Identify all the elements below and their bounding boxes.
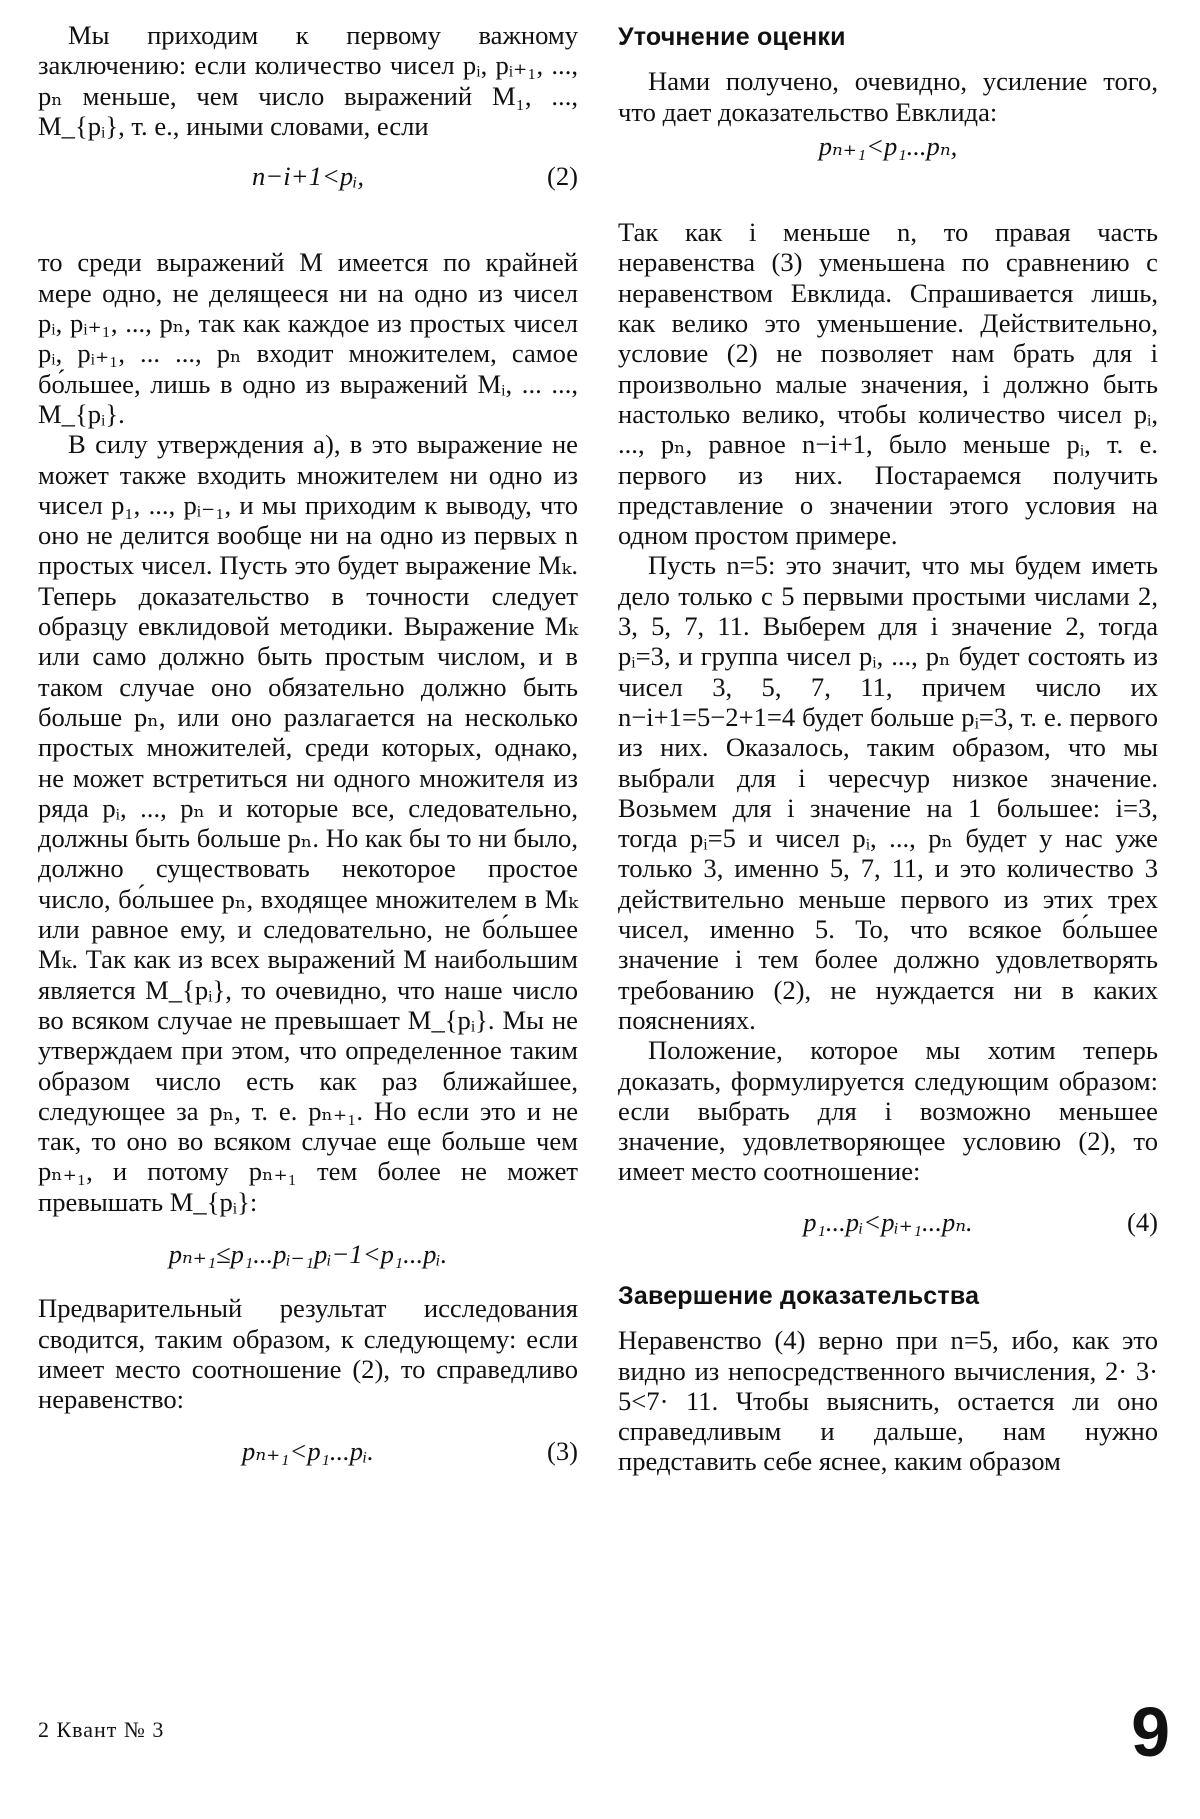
left-column <box>38 20 578 1481</box>
right-column <box>618 22 1158 1477</box>
formula-2-number: (2) <box>546 161 578 192</box>
formula-euclid-body: pₙ₊₁<p₁...pₙ, <box>818 130 958 161</box>
formula-4-body: p₁...pᵢ<pᵢ₊₁...pₙ. <box>803 1206 973 1237</box>
formula-4 <box>618 1207 1158 1237</box>
paragraph-2: то среди выражений M имеется по крайней мере одно, не делящееся ни на одно из чисел pᵢ, pᵢ₊₁, ..., pₙ, так как каждое из простых чисел pᵢ, pᵢ₊₁, ... ..., pₙ входит множителем, самое бо́льшее, лишь в одно из выражений Mᵢ, ... ..., M_{pᵢ}. <box>38 247 578 429</box>
section-heading-refinement: Уточнение оценки <box>618 23 846 51</box>
formula-3-number: (3) <box>546 1436 578 1467</box>
paragraph-7: Пусть n=5: это значит, что мы будем иметь дело только с 5 первыми простыми числами 2, 3, 5, 7, 11. Выберем для i значение 2, тогда pᵢ=3, и группа чисел pᵢ, ..., pₙ будет состоять из чисел 3, 5, 7, 11, причем число их n−i+1=5−2+1=4 будет больше pᵢ=3, т. е. первого из них. Оказалось, таким образом, что мы выбрали для i чересчур низкое значение. Возьмем для i значение на 1 большее: i=3, тогда pᵢ=5 и чисел pᵢ, ..., pₙ будет у нас уже только 3, именно 5, 7, 11, и это количество 3 действительно меньше первого из этих трех чисел, именно 5. То, что всякое бо́льшее значение i тем более должно удовлетворять требованию (2), не нуждается ни в каких пояснениях. <box>618 550 1158 1035</box>
formula-intermediate <box>38 1239 578 1269</box>
paragraph-4: Предварительный результат исследования сводится, таким образом, к следующему: если имеет место соотношение (2), то справедливо неравенство: <box>38 1293 578 1415</box>
formula-2 <box>38 161 578 191</box>
paragraph-3: В силу утверждения а), в это выражение не может также входить множителем ни одно из чисел p₁, ..., pᵢ₋₁, и мы приходим к выводу, что оно не делится вообще ни на одно из первых n простых чисел. Пусть это будет выражение Mₖ. Теперь доказательство в точности следует образцу евклидовой методики. Выражение Mₖ или само должно быть простым числом, и в таком случае оно обязательно должно быть больше pₙ, или оно разлагается на несколько простых множителей, среди которых, однако, не может встретиться ни одного множителя из ряда pᵢ, ..., pₙ и которые все, следовательно, должны быть больше pₙ. Но как бы то ни было, должно существовать некоторое простое число, бо́льшее pₙ, входящее множителем в Mₖ или равное ему, и следовательно, не бо́льшее Mₖ. Так как из всех выражений M наибольшим является M_{pᵢ}, то очевидно, что наше число во всяком случае не превышает M_{pᵢ}. Мы не утверждаем при этом, что определенное таким образом число есть как раз ближайшее, следующее за pₙ, т. е. pₙ₊₁. Но если это и не так, то оно во всяком случае еще больше чем pₙ₊₁, и потому pₙ₊₁ тем более не может превышать M_{pᵢ}: <box>38 429 578 1217</box>
formula-intermediate-body: pₙ₊₁≤p₁...pᵢ₋₁pᵢ−1<p₁...pᵢ. <box>168 1238 448 1269</box>
paragraph-8: Положение, которое мы хотим теперь доказать, формулируется следующим образом: если выбрать для i возможно меньшее значение, удовлетворяющее условию (2), то имеет место соотношение: <box>618 1035 1158 1187</box>
signature-mark: 2 Квант № 3 <box>38 1717 165 1742</box>
section-heading-completion: Завершение доказательства <box>618 1281 980 1310</box>
formula-3 <box>38 1436 578 1466</box>
paragraph-1: Мы приходим к первому важному заключению: если количество чисел pᵢ, pᵢ₊₁, ..., pₙ меньше, чем число выражений M₁, ..., M_{pᵢ}, т. е., иными словами, если <box>38 20 578 141</box>
formula-euclid <box>618 131 1158 161</box>
page-number: 9 <box>1131 1693 1170 1771</box>
formula-2-body: n−i+1<pᵢ, <box>252 161 364 192</box>
paragraph-9: Неравенство (4) верно при n=5, ибо, как это видно из непосредственного вычисления, 2· 3· 5<7· 11. Чтобы выяснить, остается ли оно справедливым и дальше, нам нужно представить себе яснее, каким образом <box>618 1325 1158 1477</box>
formula-3-body: pₙ₊₁<p₁...pᵢ. <box>242 1436 374 1467</box>
paragraph-5: Нами получено, очевидно, усиление того, что дает доказательство Евклида: <box>618 66 1158 127</box>
formula-4-number: (4) <box>1126 1206 1158 1237</box>
paragraph-6: Так как i меньше n, то правая часть неравенства (3) уменьшена по сравнению с неравенством Евклида. Спрашивается лишь, как велико это уменьшение. Действительно, условие (2) не позволяет нам брать для i произвольно малые значения, i должно быть настолько велико, чтобы количество чисел pᵢ, ..., pₙ, равное n−i+1, было меньше pᵢ, т. е. первого из них. Постараемся получить представление о значении этого условия на одном простом примере. <box>618 217 1158 551</box>
